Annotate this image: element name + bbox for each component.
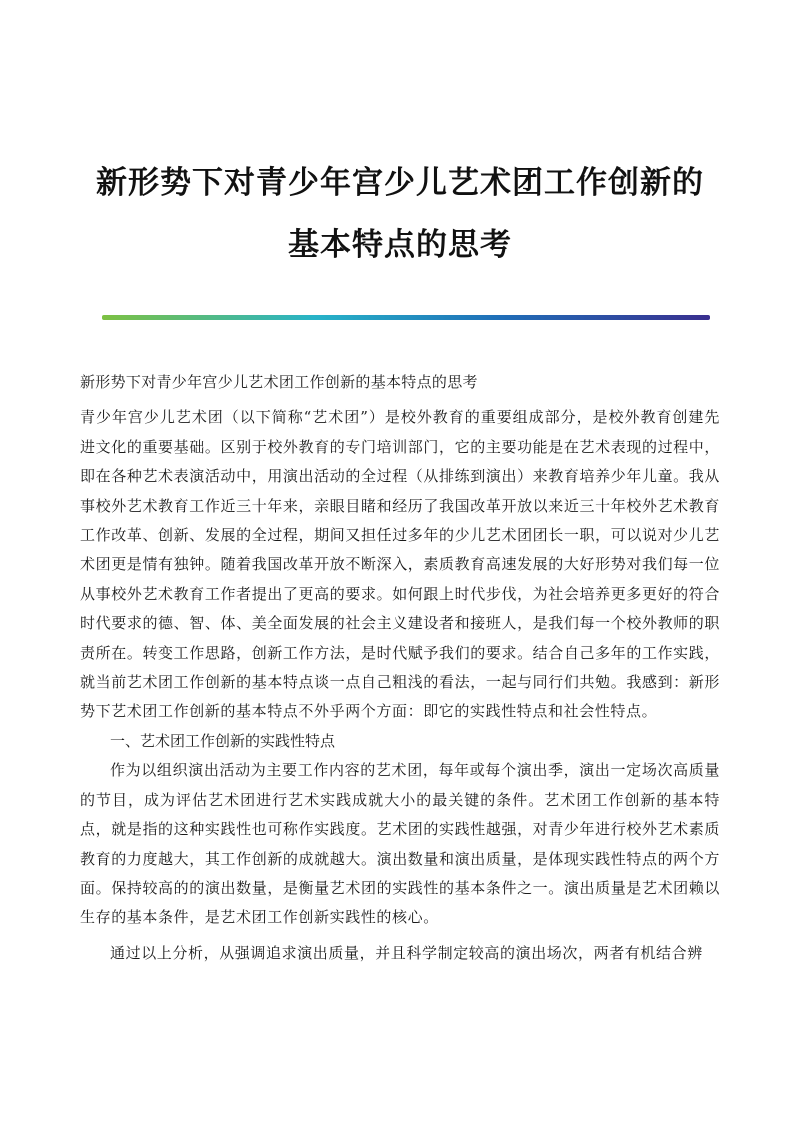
section-heading-practice: 一、艺术团工作创新的实践性特点 <box>110 731 336 750</box>
analysis-paragraph: 通过以上分析，从强调追求演出质量，并且科学制定较高的演出场次，两者有机结合辨 <box>110 943 703 962</box>
intro-paragraph: 青少年宫少儿艺术团（以下简称“艺术团”）是校外教育的重要组成部分，是校外教育创建先进文化的重要基础。区别于校外教育的专门培训部门，它的主要功能是在艺术表现的过程中，即在各种艺术表演活动中，用演出活动的全过程（从排练到演出）来教育培养少年儿童。我从事校外艺术教育工作近三十年来，亲眼目睹和经历了我国改革开放以来近三十年校外艺术教育工作改革、创新、发展的全过程，期间又担任过多年的少儿艺术团团长一职，可以说对少儿艺术团更是情有独钟。随着我国改革开放不断深入，素质教育高速发展的大好形势对我们每一位从事校外艺术教育工作者提出了更高的要求。如何跟上时代步伐，为社会培养更多更好的符合时代要求的德、智、体、美全面发展的社会主义建设者和接班人，是我们每一个校外教师的职责所在。转变工作思路，创新工作方法，是时代赋予我们的要求。结合自己多年的工作实践，就当前艺术团工作创新的基本特点谈一点自己粗浅的看法，一起与同行们共勉。我感到：新形势下艺术团工作创新的基本特点不外乎两个方面：即它的实践性特点和社会性特点。 <box>80 408 720 721</box>
document-subtitle: 新形势下对青少年宫少儿艺术团工作创新的基本特点的思考 <box>80 373 478 391</box>
title-divider <box>102 315 710 320</box>
title-line-2: 基本特点的思考 <box>288 227 512 263</box>
practice-paragraph: 作为以组织演出活动为主要工作内容的艺术团，每年或每个演出季，演出一定场次高质量的节目，成为评估艺术团进行艺术实践成就大小的最关键的条件。艺术团工作创新的基本特点，就是指的这种实践性也可称作实践度。艺术团的实践性越强，对青少年进行校外艺术素质教育的力度越大，其工作创新的成就越大。演出数量和演出质量，是体现实践性特点的两个方面。保持较高的的演出数量，是衡量艺术团的实践性的基本条件之一。演出质量是艺术团赖以生存的基本条件，是艺术团工作创新实践性的核心。 <box>80 761 720 927</box>
document-body <box>80 368 720 968</box>
document-title <box>60 152 740 276</box>
title-line-1: 新形势下对青少年宫少儿艺术团工作创新的 <box>96 165 704 201</box>
